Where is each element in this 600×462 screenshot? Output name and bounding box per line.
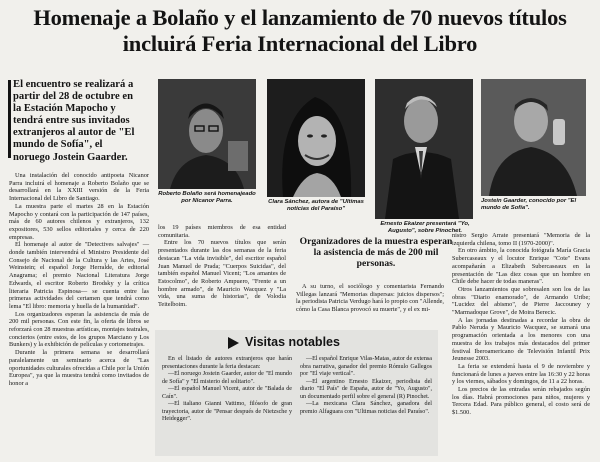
paragraph: En otro ámbito, la conocida fotógrafa María Gracia Subercaseaux y el locutor Enrique "Cote" Evans acompañarán a Elizabeth Subercaseaux en la presentación de "Las diez cosas que un hombre en Chile debe hacer de todas maneras". (452, 247, 590, 286)
portrait-photo-icon (267, 79, 365, 197)
photo-caption: Jostein Gaarder, conocido por "El mundo de Sofía". (481, 198, 577, 211)
photo-caption: Roberto Bolaño será homenajeado por Nicanor Parra. (158, 191, 256, 204)
paragraph: los 19 países miembros de esa entidad comunitaria. (158, 224, 286, 239)
portrait-photo-icon (481, 79, 586, 196)
paragraph: —El español Enrique Vilas-Matas, autor de extensa obra narrativa, ganador del premio Rómulo Gallegos por "El viaje vertical". (300, 356, 432, 377)
paragraph: Otros lanzamientos que sobresalen son los de las obras "Diario enamorado", de Armando Uribe; "Lucidez del abismo", de Pierre Jaccouney y "Marmadoque Grove", de Moira Berecic. (452, 285, 590, 317)
paragraph: El homenaje al autor de "Detectives salvajes" —donde también intervendrá el Ministro Presidente del Consejo de Nacional de la Cultura y las Artes, José Weinstein; el español Jorge Herralde, de editorial Anagrama; el premio Nacional Literatura Jorge Edwards, el escritor Roberto Brodsky y la crítica literaria Patricia Espinosa— se cuenta entre las primeras actividades del certamen que tendrá como lema "El libro: memoria y huella de la humanidad". (9, 241, 149, 310)
body-column-2 (158, 224, 286, 309)
paragraph: La muestra parte el martes 28 en la Estación Mapocho y contará con la participación de 147 países, más de 60 autores chilenos y extranjeros, 132 expositores, 530 sellos editoriales y cerca de 220 empresas. (9, 202, 149, 241)
triangle-arrow-icon (228, 337, 239, 349)
paragraph: Durante la primera semana se desarrollará paralelamente un seminario acerca de "Las oportunidades culturales ofrecidas a Chile por la Unión Europea", ya que la muestra tendrá como invitados de honor a (9, 349, 149, 387)
paragraph: Entre los 70 nuevos títulos que serán presentados durante las dos semanas de la feria destacan "La vida invisible", del escritor español Juan Manuel de Prada; "Cuerpos Suicidas", del también español Manuel Vicent; "Los amantes de Estocolmo", de Roberto Ampuero, "Frente a un hombre armado", de Mauricio Wacquez y "La vida, una suma de historias", de Volodia Teitelboim. (158, 239, 286, 309)
paragraph: A su turno, el sociólogo y comentarista Fernando Villegas lanzará "Memorias dispersas: juicios dispersos"; la periodista Patricia Verdugo hará lo propio con "Allende, cómo la Casa Blanca provocó su muerte", y el ex mi- (296, 283, 444, 314)
sidebar-column-right (300, 356, 432, 416)
paragraph: Los organizadores esperan la asistencia de más de 200 mil personas. Con este fin, la oferta de libros se reforzará con 28 muestras artísticas, montajes teatrales, conciertos (entre estos, de los grupos Marciano y Los Bunkers) y la exhibición de películas y cortometrajes. (9, 310, 149, 349)
paragraph: Una instalación del conocido antipoeta Nicanor Parra incluirá el homenaje a Roberto Bolaño que se desarrollará en la XXIII versión de la Feria Internacional del Libro de Santiago. (9, 172, 149, 203)
photo-clara-sanchez (267, 79, 365, 219)
headline: Homenaje a Bolaño y el lanzamiento de 70 nuevos títulos incluirá Feria Internacional del Libro (33, 5, 567, 56)
paragraph: —El noruego Jostein Gaarder, autor de "El mundo de Sofía" y "El misterio del solitario". (162, 371, 292, 385)
body-column-3 (296, 283, 444, 314)
photo-caption: Clara Sánchez, autora de "Ultimas noticias del Paraíso" (268, 199, 364, 212)
paragraph: —El argentino Ernesto Ekaizer, periodista del diario "El País" de España, autor de "Yo, Augusto", un documentado perfil sobre el general (R) Pinochet. (300, 378, 432, 400)
portrait-photo-icon (158, 79, 256, 189)
photo-jostein-gaarder (481, 79, 586, 219)
photo-ernesto-ekaizer (375, 79, 473, 229)
paragraph: Los precios de las entradas serán rebajados según los días. Habrá promociones para niños, mujeres y Tercera Edad. Para público general, el costo será de $1.500. (452, 386, 590, 417)
photo-bolano (158, 79, 256, 203)
paragraph: A las jornadas destinadas a recordar la obra de Pablo Neruda y Mauricio Wacquez, se sumará una programación orientada a los menores con una muestra de los trabajos más destacados del primer festival Iberoamericano de Televisión Infantil Prix Jeunesse 2003. (452, 316, 590, 363)
paragraph: En el listado de autores extranjeros que harán presentaciones durante la feria destacan: (162, 356, 292, 370)
portrait-photo-icon (375, 79, 473, 219)
body-column-1 (9, 172, 149, 388)
paragraph: La feria se extenderá hasta el 9 de noviembre y funcionará de lunes a jueves entre las 16:30 y 22 horas y los viernes, sábados y domingos, de 11 a 22 horas. (452, 362, 590, 386)
deck-rule (8, 80, 11, 158)
sidebar-title: Visitas notables (245, 335, 340, 349)
paragraph: —El italiano Gianni Vattimo, filósofo de gran trayectoria, autor de "Pensar después de Nietzsche y Heidegger". (162, 401, 292, 422)
paragraph: —El español Manuel Vicent, autor de "Balada de Caín". (162, 386, 292, 400)
photo-caption: Ernesto Ekaizer presentará "Yo, Augusto", sobre Pinochet. (380, 221, 470, 234)
subhead: Organizadores de la muestra esperan la asistencia de más de 200 mil personas. (299, 236, 453, 269)
sidebar-column-left (162, 356, 292, 424)
paragraph: nistro Sergio Arrate presentará "Memoria de la izquierda chilena, tomo II (1970-2000)". (452, 232, 590, 247)
paragraph: —La mexicana Clara Sánchez, ganadora del premio Alfaguara con "Ultimas noticias del Paraíso". (300, 401, 432, 415)
deck: El encuentro se realizará a partir del 28 de octubre en la Estación Mapocho y tendrá entre sus invitados extranjeros al autor de "El mundo de Sofía", el noruego Jostein Gaarder. (13, 79, 135, 163)
body-column-4 (452, 232, 590, 417)
